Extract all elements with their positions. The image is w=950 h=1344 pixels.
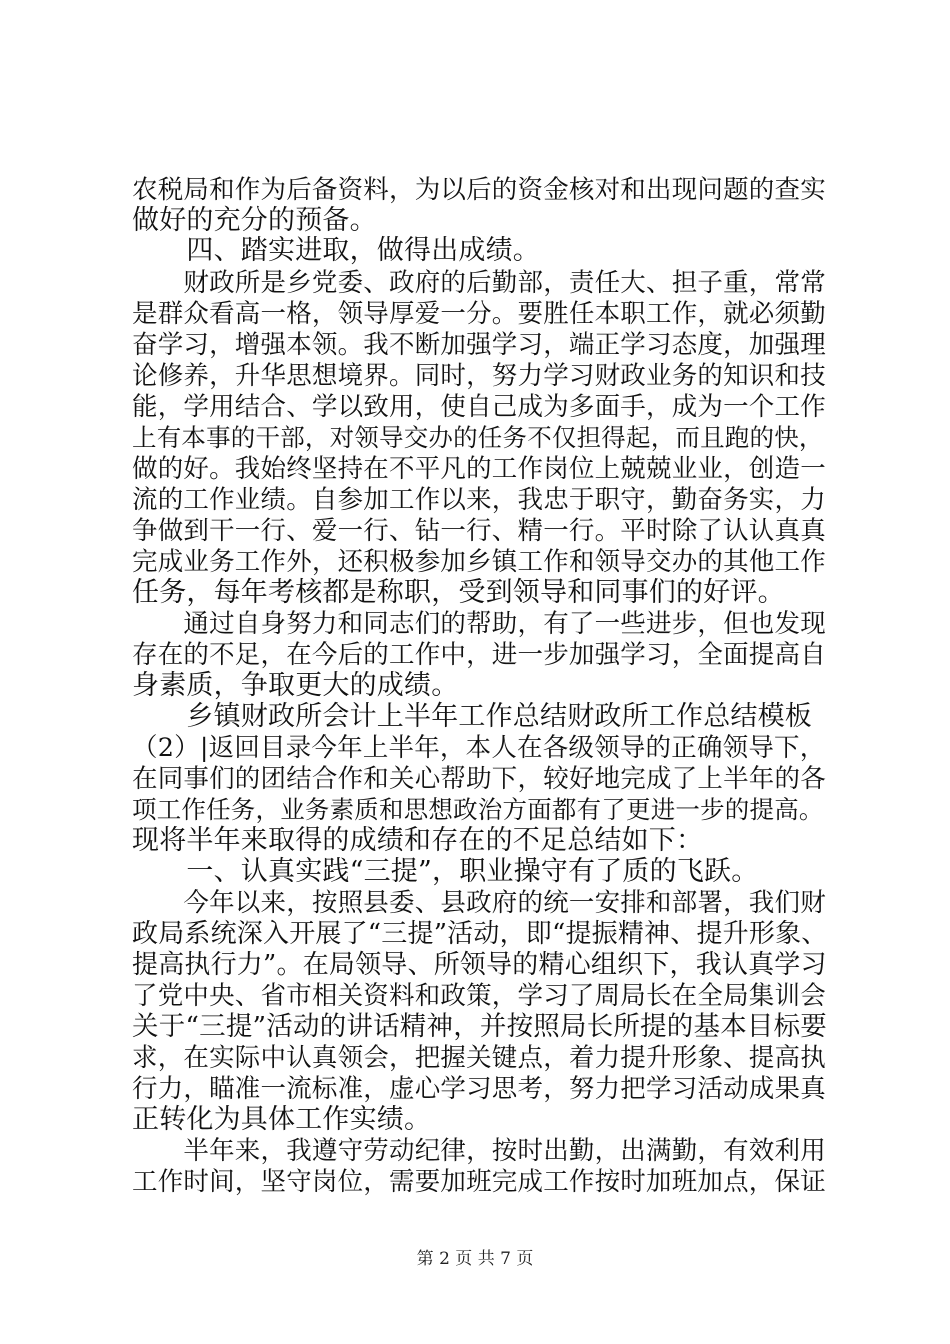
body-line: 流的工作业绩。自参加工作以来，我忠于职守，勤奋务实，力 — [132, 485, 826, 515]
body-line: 能，学用结合、学以致用，使自己成为多面手，成为一个工作 — [132, 392, 826, 422]
body-line: 是群众看高一格，领导厚爱一分。要胜任本职工作，就必须勤 — [132, 299, 826, 329]
body-line: 工作时间，坚守岗位，需要加班完成工作按时加班加点，保证 — [132, 1167, 826, 1197]
body-line: 政局系统深入开展了“三提”活动，即“提振精神、提升形象、 — [132, 919, 828, 949]
section-heading: 四、踏实进取，做得出成绩。 — [132, 235, 540, 266]
body-line: 通过自身努力和同志们的帮助，有了一些进步，但也发现 — [132, 609, 826, 639]
body-line: 做好的充分的预备。 — [132, 205, 377, 236]
body-line: 了党中央、省市相关资料和政策，学习了周局长在全局集训会 — [132, 981, 826, 1011]
body-line: 正转化为具体工作实绩。 — [132, 1104, 432, 1135]
body-line: 半年来，我遵守劳动纪律，按时出勤，出满勤，有效利用 — [132, 1136, 826, 1166]
body-line: 完成业务工作外，还积极参加乡镇工作和领导交办的其他工作 — [132, 547, 826, 577]
body-line: 存在的不足，在今后的工作中，进一步加强学习，全面提高自 — [132, 640, 826, 670]
body-line: 上有本事的干部，对领导交办的任务不仅担得起，而且跑的快， — [132, 423, 824, 452]
body-line: 在同事们的团结合作和关心帮助下，较好地完成了上半年的各 — [132, 764, 826, 794]
section-heading: 一、认真实践“三提”，职业操守有了质的飞跃。 — [132, 856, 759, 887]
body-line: 行力，瞄准一流标准，虚心学习思考，努力把学习活动成果真 — [132, 1074, 826, 1104]
body-line: 今年以来，按照县委、县政府的统一安排和部署，我们财 — [132, 888, 826, 918]
body-line: 财政所是乡党委、政府的后勤部，责任大、担子重，常常 — [132, 268, 826, 298]
body-line: （2）|返回目录今年上半年，本人在各级领导的正确领导下， — [132, 733, 826, 763]
body-line: 项工作任务，业务素质和思想政治方面都有了更进一步的提高。 — [132, 795, 824, 824]
body-line: 现将半年来取得的成绩和存在的不足总结如下： — [132, 825, 704, 856]
body-line: 提高执行力”。在局领导、所领导的精心组织下，我认真学习 — [132, 950, 827, 980]
page-number-footer: 第 2 页 共 7 页 — [416, 1249, 534, 1269]
article-title: 乡镇财政所会计上半年工作总结财政所工作总结模板 — [132, 701, 812, 732]
body-line: 任务，每年考核都是称职，受到领导和同事们的好评。 — [132, 577, 785, 608]
body-line: 奋学习，增强本领。我不断加强学习，端正学习态度，加强理 — [132, 330, 826, 360]
body-line: 做的好。我始终坚持在不平凡的工作岗位上兢兢业业，创造一 — [132, 454, 826, 484]
body-line: 关于“三提”活动的讲话精神，并按照局长所提的基本目标要 — [132, 1011, 827, 1042]
body-line: 身素质，争取更大的成绩。 — [132, 670, 459, 701]
body-line: 论修养，升华思想境界。同时，努力学习财政业务的知识和技 — [132, 361, 826, 391]
body-line: 农税局和作为后备资料，为以后的资金核对和出现问题的查实 — [132, 175, 826, 205]
body-line: 争做到干一行、爱一行、钻一行、精一行。平时除了认认真真 — [132, 516, 826, 546]
body-line: 求，在实际中认真领会，把握关键点，着力提升形象、提高执 — [132, 1043, 826, 1073]
